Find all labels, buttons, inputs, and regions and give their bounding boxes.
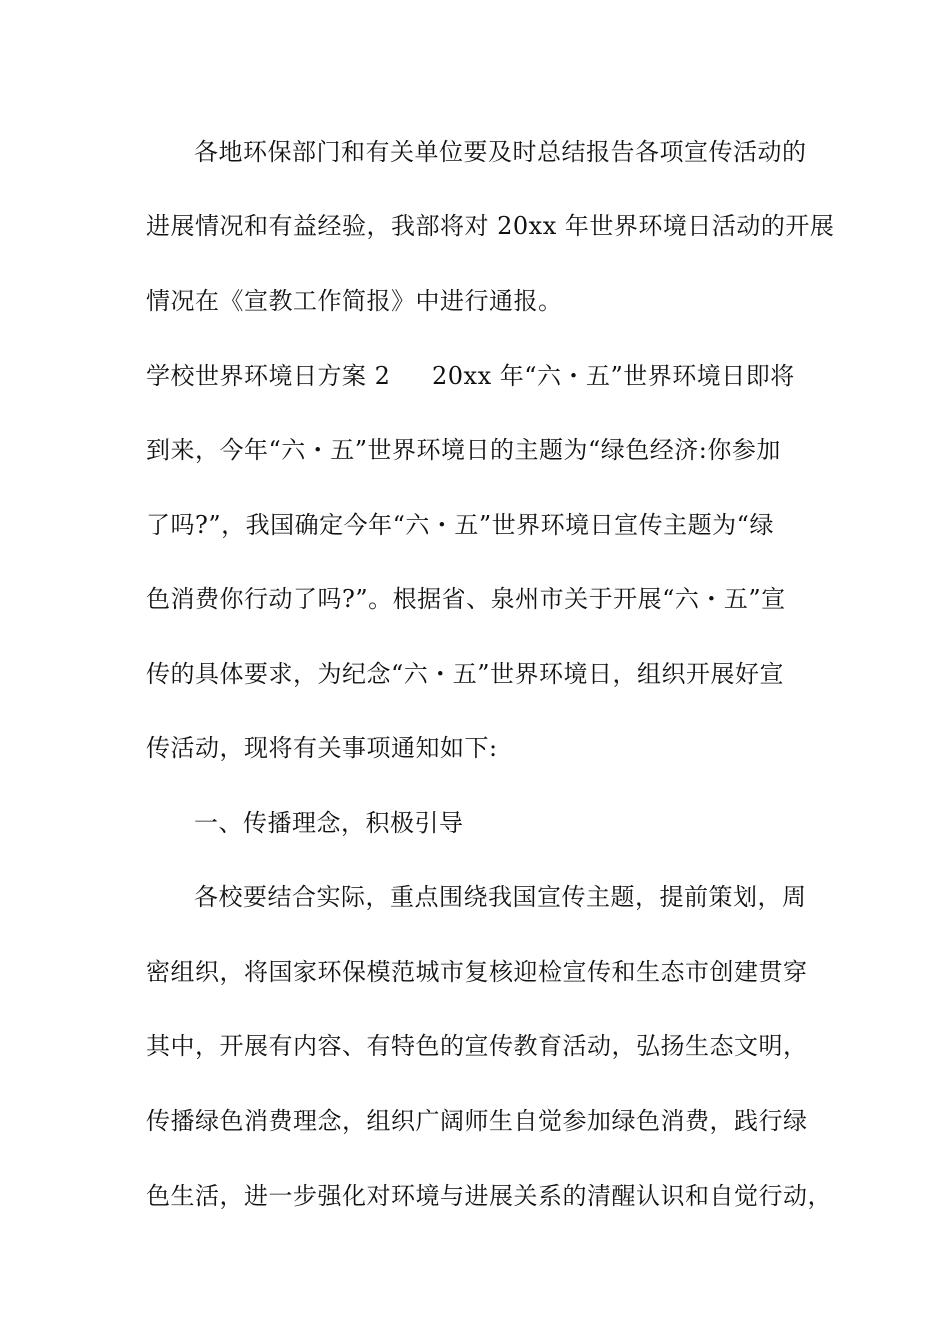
paragraph-1-line-2: 进展情况和有益经验，我部将对 20xx 年世界环境日活动的开展 (146, 212, 835, 240)
paragraph-2-line-6: 传活动，现将有关事项通知如下: (146, 734, 498, 762)
paragraph-3-line-4: 传播绿色消费理念，组织广阔师生自觉参加绿色消费，践行绿 (146, 1107, 808, 1135)
paragraph-1-line-1: 各地环保部门和有关单位要及时总结报告各项宣传活动的 (194, 138, 807, 166)
paragraph-2-line-2: 到来，今年“六・五”世界环境日的主题为“绿色经济:你参加 (146, 436, 781, 464)
paragraph-2-line-3: 了吗?”，我国确定今年“六・五”世界环境日宣传主题为“绿 (146, 511, 774, 539)
paragraph-1-line-3: 情况在《宣教工作简报》中进行通报。 (146, 287, 563, 315)
paragraph-3-line-3: 其中，开展有内容、有特色的宣传教育活动，弘扬生态文明， (146, 1032, 808, 1060)
paragraph-2-line-4: 色消费你行动了吗?”。根据省、泉州市关于开展“六・五”宣 (146, 585, 786, 613)
subheading: 一、传播理念，积极引导 (194, 809, 464, 837)
section-title: 学校世界环境日方案 2 (146, 362, 391, 390)
paragraph-2-line-5: 传的具体要求，为纪念“六・五”世界环境日，组织开展好宣 (146, 660, 785, 688)
paragraph-3-line-1: 各校要结合实际，重点围绕我国宣传主题，提前策划，周 (194, 883, 807, 911)
paragraph-3-line-5: 色生活，进一步强化对环境与进展关系的清醒认识和自觉行动， (146, 1182, 832, 1210)
paragraph-3-line-2: 密组织，将国家环保模范城市复核迎检宣传和生态市创建贯穿 (146, 958, 808, 986)
paragraph-2-line-1: 20xx 年“六・五”世界环境日即将 (432, 362, 795, 390)
